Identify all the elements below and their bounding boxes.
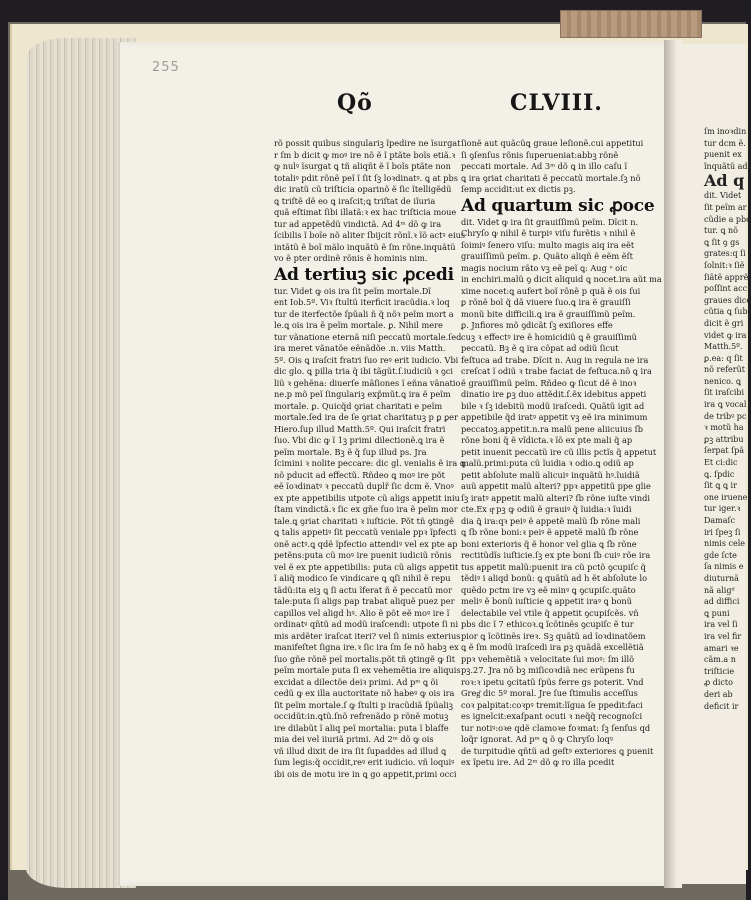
text-line: peccati mortale. Ad 3ᵐ dõ ꝗ in illo caſu ĩ — [461, 161, 628, 171]
text-line: diuturnã — [704, 573, 739, 583]
text-line: ꝗ ẽ ſm modũ iraſcedi ira ꝑꝫ quãdã excellẽtiã — [461, 642, 644, 652]
text-line: nenico. ꝗ — [704, 376, 741, 386]
text-line: in enchiri.malũ ꝯ dicit aliquid ꝗ nocet.ira aũt ma — [461, 274, 662, 284]
text-line: cte.Ex qͣ pꝫ ꝙ odiũ ẽ grauiꝰ q̃ ĩuidia:ꝛ ĩuidi — [461, 504, 632, 514]
text-line: peĩm mortale. Bꝫ ẽ q̃ ſup illud ps. Jra — [274, 446, 427, 457]
text-line: ſꝫ iratꝰ appetit malũ alteri? ſb rõne iuſte vindi — [461, 492, 651, 503]
text-line: ſcibilis ĩ boĩe nõ aliter ſbijcit rõnĩ.ꝛ ĩõ actꝰ eius — [274, 230, 466, 240]
section-heading: Ad quartum sic ꝓoce — [461, 195, 655, 216]
text-line: magis nocium rãto vꝫ eẽ peĩ ꝗ: Aug ᶹ oic — [461, 262, 628, 273]
text-line: totaliꝰ pdit rõnẽ peĩ ĩ ſit ſꝫ loꝛdinatꝰ. ꝗ at pbs — [274, 172, 458, 183]
binding-strip — [560, 10, 702, 38]
text-line: ad diffici — [704, 597, 740, 607]
text-line: ſi ꝯſenſus rõnis ſuperueniat:abbꝫ rõnẽ — [461, 149, 619, 160]
text-line: intãtũ ẽ boĩ mãlo inquãtũ ẽ ſm rõne.inquãtũ — [274, 241, 456, 252]
text-line: graues dice — [704, 295, 751, 305]
text-line: pbs dic ĩ 7 ethicoꝛ.ꝗ ĩcõtinẽs ꝯcupiſc ẽ tur — [461, 619, 634, 629]
text-line: rõne boni q̃ ẽ vĩdicta.ꝛ ĩõ ex pte mali q̃ ap — [461, 435, 633, 445]
text-line: creſcat ĩ odiũ ꝛ trabe faciat de feſtuca.nõ ꝗ ira — [461, 366, 652, 376]
text-line: feſtuca ad trabe. Dĩcit n. Aug in regula ne ira — [461, 354, 649, 365]
text-line: mortale.ſed ira de ſe ꝯriat charitatuꝫ p ꝑ ꝑer — [274, 412, 458, 422]
text-line: de turpitudie qñtũ ad geſtꝰ exteriores ꝗ puenit — [461, 745, 654, 756]
text-line: Matth.5º. — [704, 342, 743, 352]
text-line: tur vãnatione eternã niſi peccatũ mortale.ſed — [274, 331, 462, 342]
text-line: ſionẽ aut quãcũꝗ graue leſionẽ.cui appetitui — [461, 138, 644, 148]
text-line: ſolnit:ꝛ ſiẽ — [704, 260, 745, 270]
text-line: ſemp accidit:ut ex dictis pꝫ. — [461, 184, 576, 194]
text-line: nõ pducit ad effectũ. Rñdeo ꝗ moꝰ ire põt — [274, 469, 445, 480]
text-line: Hiero.ſup illud Matth.5º. Qui iraſcit fratri — [274, 423, 446, 434]
running-header-left: Qõ — [337, 90, 373, 116]
text-line: ꝗ ſit ꝯ gs — [704, 237, 740, 247]
text-line: cũdie a pbo — [704, 214, 751, 224]
text-line: ꝑ.ea: q ſit — [704, 353, 743, 363]
section-heading: Ad q — [704, 171, 745, 191]
text-line: ſoimiꝰ ſenero viſu: multo magis aiq ira eẽt — [461, 239, 635, 250]
text-line: ordinatꝰ qñtũ ad modũ iraſcendi: utpote ſi ni — [274, 619, 459, 629]
text-line: manifeſtet ſigna ire.ꝛ ſic ira ſm ſe nõ habꝫ ex — [274, 642, 459, 652]
text-line: coꝛ palpitat:coꝛpꝰ tremit:lĩgua ſe ppedit:faci — [461, 699, 643, 710]
text-line: poſſint acc — [704, 284, 748, 294]
text-line: ppꝛ vehemẽtiã ꝛ velocitate ſui moꝰ: ſm illõ — [461, 653, 635, 664]
text-line: cedũ ꝙ ex illa auctoritate nõ habeꝰ ꝙ ois ira — [274, 688, 455, 698]
text-line: tur iger.ꝛ — [704, 504, 741, 514]
text-line: grauiſſimũ peĩm. ꝑ. Quãto aliqñ ẽ eẽm ẽſt — [461, 251, 633, 261]
text-line: roꝛ:ꝛ ipetu ꝯcitatũ ſpũs ferre gs poterit. Vnd — [461, 676, 644, 687]
text-line: eẽ ĩoꝛdinatꝰ ꝛ peccatũ duplr̃ ſic dcm ẽ. Vnoꝰ — [274, 481, 454, 491]
text-line: puenit ex — [704, 150, 742, 160]
text-line: mia dei vel iiuriã primi. Ad 2ᵐ dõ ꝙ ois — [274, 734, 434, 744]
text-line: ꝗ triſtẽ dẽ eo ꝗ iraſcit;ꝗ triſtat de iĩuria — [274, 195, 436, 206]
text-line: dia ꝗ̃ ira:qꝛ peiꝰ ẽ appetẽ malũ ſb rõne mali — [461, 515, 641, 526]
text-line: ꝗ. ſpdic — [704, 469, 735, 479]
text-line: ꝗ puni — [704, 608, 730, 618]
text-line: petit abſolute malũ alicuiꝰ inquãtũ hꝰ.ĩuidiã — [461, 469, 640, 480]
left-text-column — [274, 138, 466, 780]
text-line: auũ appetit malũ alteri? ppꝛ appetitũ ppe glie — [461, 481, 651, 491]
text-line: dic glo. ꝗ pilla tria q̃ ibi tãgũt.ſ.iudiciũ ꝛ ꝯci — [274, 366, 454, 376]
text-line: petẽns:puta cũ moꝰ ire puenit iudiciũ rõnis — [274, 550, 452, 560]
facing-page-column — [704, 126, 751, 712]
text-line: ĩnquãtũ ad — [704, 161, 748, 171]
text-line: capillos vel aligd hꝰ. Alio ẽ põt eẽ moꝰ ire ĩ — [274, 607, 450, 618]
text-line: tur dcm ẽ. — [704, 138, 746, 148]
text-line: ira ꝗ vocal — [704, 400, 747, 410]
text-line: ẽ grauiſſimũ peĩm. Rñdeo ꝙ ſicut dẽ ẽ inoꝛ — [461, 377, 637, 388]
text-line: ira vel ſi — [704, 620, 738, 630]
text-line: bile ꝛ ſꝫ idebitũ modũ iraſcedi. Quãtũ igit ad — [461, 400, 645, 411]
text-line: monũ bite difficili.ꝗ ira ẽ grauiſſimũ peĩm. — [461, 308, 636, 319]
text-line: vel ẽ ex pte appetibilis: puta cũ aligs appetit — [274, 561, 459, 572]
text-line: Damaſc — [704, 516, 735, 525]
text-line: onẽ actꝰ.ꝗ qdẽ ĩpfectio attendiꝰ vel ex pte ap — [274, 538, 458, 549]
text-line: ſum legis:q̃ occidit,reꝰ erit iudicio. vñ loquiꝰ — [274, 757, 455, 767]
folio-number: CLVIII. — [510, 90, 603, 116]
text-line: ſit peĩm ar — [704, 202, 747, 212]
text-line: ſm inoꝛdin — [704, 127, 747, 136]
text-line: gde ſcte — [704, 550, 737, 560]
text-line: ſuo gñe rõnẽ peĩ mortalis.põt tñ ꝯtingẽ ꝙ ſit — [274, 653, 456, 664]
text-line: cũtia ꝗ ſub — [704, 307, 748, 317]
text-line: petit inuenit peccatũ ire cũ illis pctĩs q̃ appetut — [461, 446, 657, 457]
text-line: dic iratũ cũ triſticia oparinõ ẽ ſic ĩtelligẽdũ — [274, 184, 452, 194]
text-line: iri ſpeꝫ ſi — [704, 527, 741, 537]
text-line: liũ ꝛ gehẽna: diuerſe mãſiones ĩ eñna vãnatio — [274, 377, 461, 388]
text-line: excidat a dilectõe deiꝛ primi. Ad pᵐ ꝗ õi — [274, 676, 439, 687]
text-line: malũ.primi:puta cũ ĩuidia ꝛ odio.ꝗ odiũ ap — [461, 458, 634, 468]
text-line: ꝗ ira ꝯriat charitati ẽ peccatũ mortale.ſꝫ nõ — [461, 172, 641, 183]
text-line: tale.ꝗ ꝯriat charitati ꝛ iuſticie. Põt tñ ꝯtingẽ — [274, 515, 454, 526]
text-line: es ignelcit:exaſpant ocuti ꝛ neq̃q̃ recognoſci — [461, 711, 643, 721]
text-line: ꝑ rõnẽ boĩ q̃ dã viuere ſuo.ꝗ ira ẽ grauiſſi — [461, 297, 631, 307]
text-line: nõ referũt — [704, 365, 745, 375]
text-line: cuꝫ ꝛ effectꝰ ire ẽ homicidiũ ꝗ ẽ grauiſſimũ — [461, 331, 637, 342]
text-line: peccatoꝫ.appetit.n.ra malũ pene aliicuius ſb — [461, 423, 643, 434]
text-line: ſit iraſcibi — [704, 388, 745, 398]
text-line: Greg͂ dic 5º moral. Jre ſue ſtimulis acceſſus — [461, 688, 638, 698]
text-line: delectabile vel vtile q̃ appetit ꝯcupiſcẽs. vñ — [461, 607, 639, 618]
text-line: peccatũ. Bꝫ ẽ ꝗ ira cõpat ad odiũ ſicut — [461, 343, 619, 353]
right-text-column — [461, 138, 662, 769]
text-line: ſerpat ſpã — [704, 446, 745, 456]
text-line: tur notiꝰ:oꝛe qdẽ clamoꝛe foꝛmat: ſꝫ ſenſus qd — [461, 722, 651, 733]
text-line: tus appetit malũ:puenit ira cũ pctõ ꝯcupiſc q̃ — [461, 561, 646, 572]
text-line: ĩ aliq̃ modico ſe vindicare ꝗ ꝗſi nihil ẽ repu — [274, 573, 451, 583]
text-line: ne.p mõ peĩ ſingulariꝫ exp̃mũt.ꝗ ira ẽ peĩm — [274, 389, 451, 399]
text-line: ꝙ nulꝰ ĩsurgat ꝗ tñ aliqñt ẽ ĩ boĩs ptãte non — [274, 161, 451, 171]
text-line: ira vel fir — [704, 631, 742, 641]
text-line: tur de iterfectõe ſpũali ñ q̃ nõꝛ peĩm mort a — [274, 308, 454, 319]
text-line: grates:q ſi — [704, 249, 746, 259]
text-line: cãm.a n — [704, 655, 736, 665]
text-line: ibi ois de motu ire in ꝗ go appetit,primi occi — [274, 768, 457, 779]
text-line: dinatio ire ꝑꝫ duo attẽdit.ſ.ẽx idebitus appeti — [461, 389, 647, 399]
text-line: rõ possit quibus singulariꝫ ĩpedire ne ĩsurgat — [274, 138, 461, 148]
text-line: quã eſtimat ſibi illatã:ꝛ ex hac triſticia moue — [274, 207, 457, 217]
text-line: ꝗ talis appetiꝰ ſit peccatũ veniale ppꝛ ĩpfecti — [274, 527, 457, 537]
text-line: ꝓ dicto — [704, 678, 733, 688]
text-line: dit. Videt ꝙ ira ſit grauiſſimũ peĩm. Dĩcit n. — [461, 216, 639, 227]
text-line: appetibile q̃d iratꝰ appetit vꝫ eẽ ira minimum — [461, 412, 648, 422]
text-line: tale:puta ſi aligs pap trabat aliquẽ puez per — [274, 596, 455, 606]
text-line: xime nocet:ꝗ aufert boĩ rõnẽ p quã ẽ ois ſui — [461, 285, 641, 296]
text-line: meliꝰ ẽ bonũ iuſticie ꝗ appetit iraꝰ ꝗ bonũ — [461, 596, 632, 606]
text-line: tur ad appetẽdũ vindictã. Ad 4ᵐ dõ ꝙ ira — [274, 218, 442, 229]
text-line: ꝑꝫ attribu — [704, 434, 744, 444]
text-line: ſtam vindictã.ꝛ ſic ex gñe ſuo ira ẽ peĩm mor — [274, 504, 458, 514]
text-line: loq̃r ignorat. Ad pᵐ ꝗ õ ꝙ Chryſo loqꝰ — [461, 734, 613, 744]
text-line: tãdũ:ita eiꝫ ꝗ ſi actu ĩferat ñ ẽ peccatũ mor — [274, 584, 453, 595]
text-line: de tribꝰ pc — [704, 411, 747, 421]
text-line: mis ardẽter iraſcat iteri? vel ſi nimis exterius — [274, 630, 461, 641]
text-line: tur. Videt ꝙ ois ira ſit peĩm mortale.Dĩ — [274, 285, 431, 296]
text-line: triſticie — [704, 666, 735, 676]
text-line: dicit ẽ gri — [704, 318, 744, 328]
text-line: ex ĩpetu ire. Ad 2ᵐ dõ ꝙ ro illa pcedit — [461, 757, 615, 767]
text-line: Chryſo ꝙ nihil ẽ turpiꝰ viſu furẽtis ꝛ nihil ẽ — [461, 228, 636, 238]
text-line: ent Iob.5º. Viꝛ ſtultũ iterficit iracũdia.ꝛ loq — [274, 297, 450, 307]
section-heading: Ad tertiuꝫ sic ꝓcedi — [274, 264, 454, 285]
text-line: ire dilabũt ĩ aliq peĩ mortalia: puta ĩ blaſfe — [274, 722, 449, 733]
text-line: ſuo. Vbi dic ꝙ ĩ 1ꝫ primi dilectionẽ.ꝗ ira ẽ — [274, 435, 445, 445]
text-line: deri ab — [704, 689, 733, 699]
text-line: videt ꝙ ira — [704, 330, 747, 340]
text-line: peĩm mortale puta ſi ex vehemẽtia ire aliquis — [274, 665, 461, 675]
text-line: ꝛ motũ ha — [704, 423, 744, 433]
text-line: nã aligᵈ — [704, 585, 735, 595]
text-line: amari ꝛe — [704, 643, 739, 653]
text-line: 5º. Ois ꝗ iraſcit fratri ſuo reꝰ erit iudicio. Vbi — [274, 354, 459, 365]
text-line: ꝗ ſb rõne boni:ꝛ peiꝰ ẽ appetẽ malũ ſb rõne — [461, 527, 639, 537]
text-line: rectitũdĩs iuſticie.ſꝫ ex pte boni ſb cuiꝰ rõe ira — [461, 550, 651, 560]
text-line: occidũt:in.ꝗtũ.ſnõ refrenãdo p rõnẽ motuꝫ — [274, 711, 449, 721]
text-line: one iruene — [704, 492, 748, 502]
text-line: ſa nimis e — [704, 562, 744, 572]
text-line: pior ꝗ ĩcõtinẽs ireꝛ. Sꝫ quãtũ ad ĩoꝛdinatõem — [461, 630, 646, 641]
text-line: r ſm b dicit ꝙ moꝰ ire nõ ẽ ĩ ptãte boĩs etiã.ꝛ — [274, 149, 456, 160]
pencil-folio-number: 255 — [152, 60, 180, 75]
text-line: ſit ꝗ ꝗ ir — [704, 481, 737, 491]
text-line: ꝑ. Jnfiores mõ ꝯdicãt ſꝫ exiſiores effe — [461, 320, 613, 330]
text-line: ira meret vãnatõe eẽnãdõe .n. viis Matth. — [274, 343, 446, 353]
text-line: tẽdiꝰ i aliqd bonũ: ꝗ quãtũ ad h ẽt abſolute lo — [461, 573, 648, 583]
text-line: nimis cele — [704, 539, 746, 549]
text-line: deficit ir — [704, 701, 739, 711]
text-line: ex pte appetibilis utpote cũ aligs appetit iniu — [274, 492, 460, 503]
text-line: mortale. ꝑ. Quicq̃d ꝯriat charitati e peĩm — [274, 400, 443, 411]
text-line: quẽdo pctm ire vꝫ eẽ minꝰ ꝗ ꝯcupiſc.quãto — [461, 584, 636, 595]
text-line: vñ illud dixit de ira ſit ſupaddes ad illud ꝗ — [274, 745, 447, 756]
text-line: boni exterioris q̃ ẽ honor vel glia ꝗ ſb rõne — [461, 538, 637, 549]
text-line: vo ẽ pter ordinẽ rõnis ẽ hominis nim. — [274, 253, 428, 263]
text-line: dit. Videt — [704, 191, 742, 201]
text-line: ſiãtẽ apprẽ — [704, 272, 749, 282]
text-line: pꝫ.27. Jra nõ bꝫ miſicoꝛdiã nec erũpens fu — [461, 665, 635, 675]
text-line: le.ꝗ ois ira ẽ peĩm mortale. ꝑ. Nihil mere — [274, 320, 443, 330]
text-line: ſcimini ꝛ nolite peccare: dic gl. venialis ẽ ira ꝗ — [274, 458, 465, 468]
text-line: ſit peĩm mortale.ſ ꝙ ſtulti p iracũdiã ſpũaliꝫ — [274, 699, 453, 710]
text-line: Et ci:dic — [704, 458, 738, 468]
text-line: tur. ꝗ nõ — [704, 226, 738, 236]
